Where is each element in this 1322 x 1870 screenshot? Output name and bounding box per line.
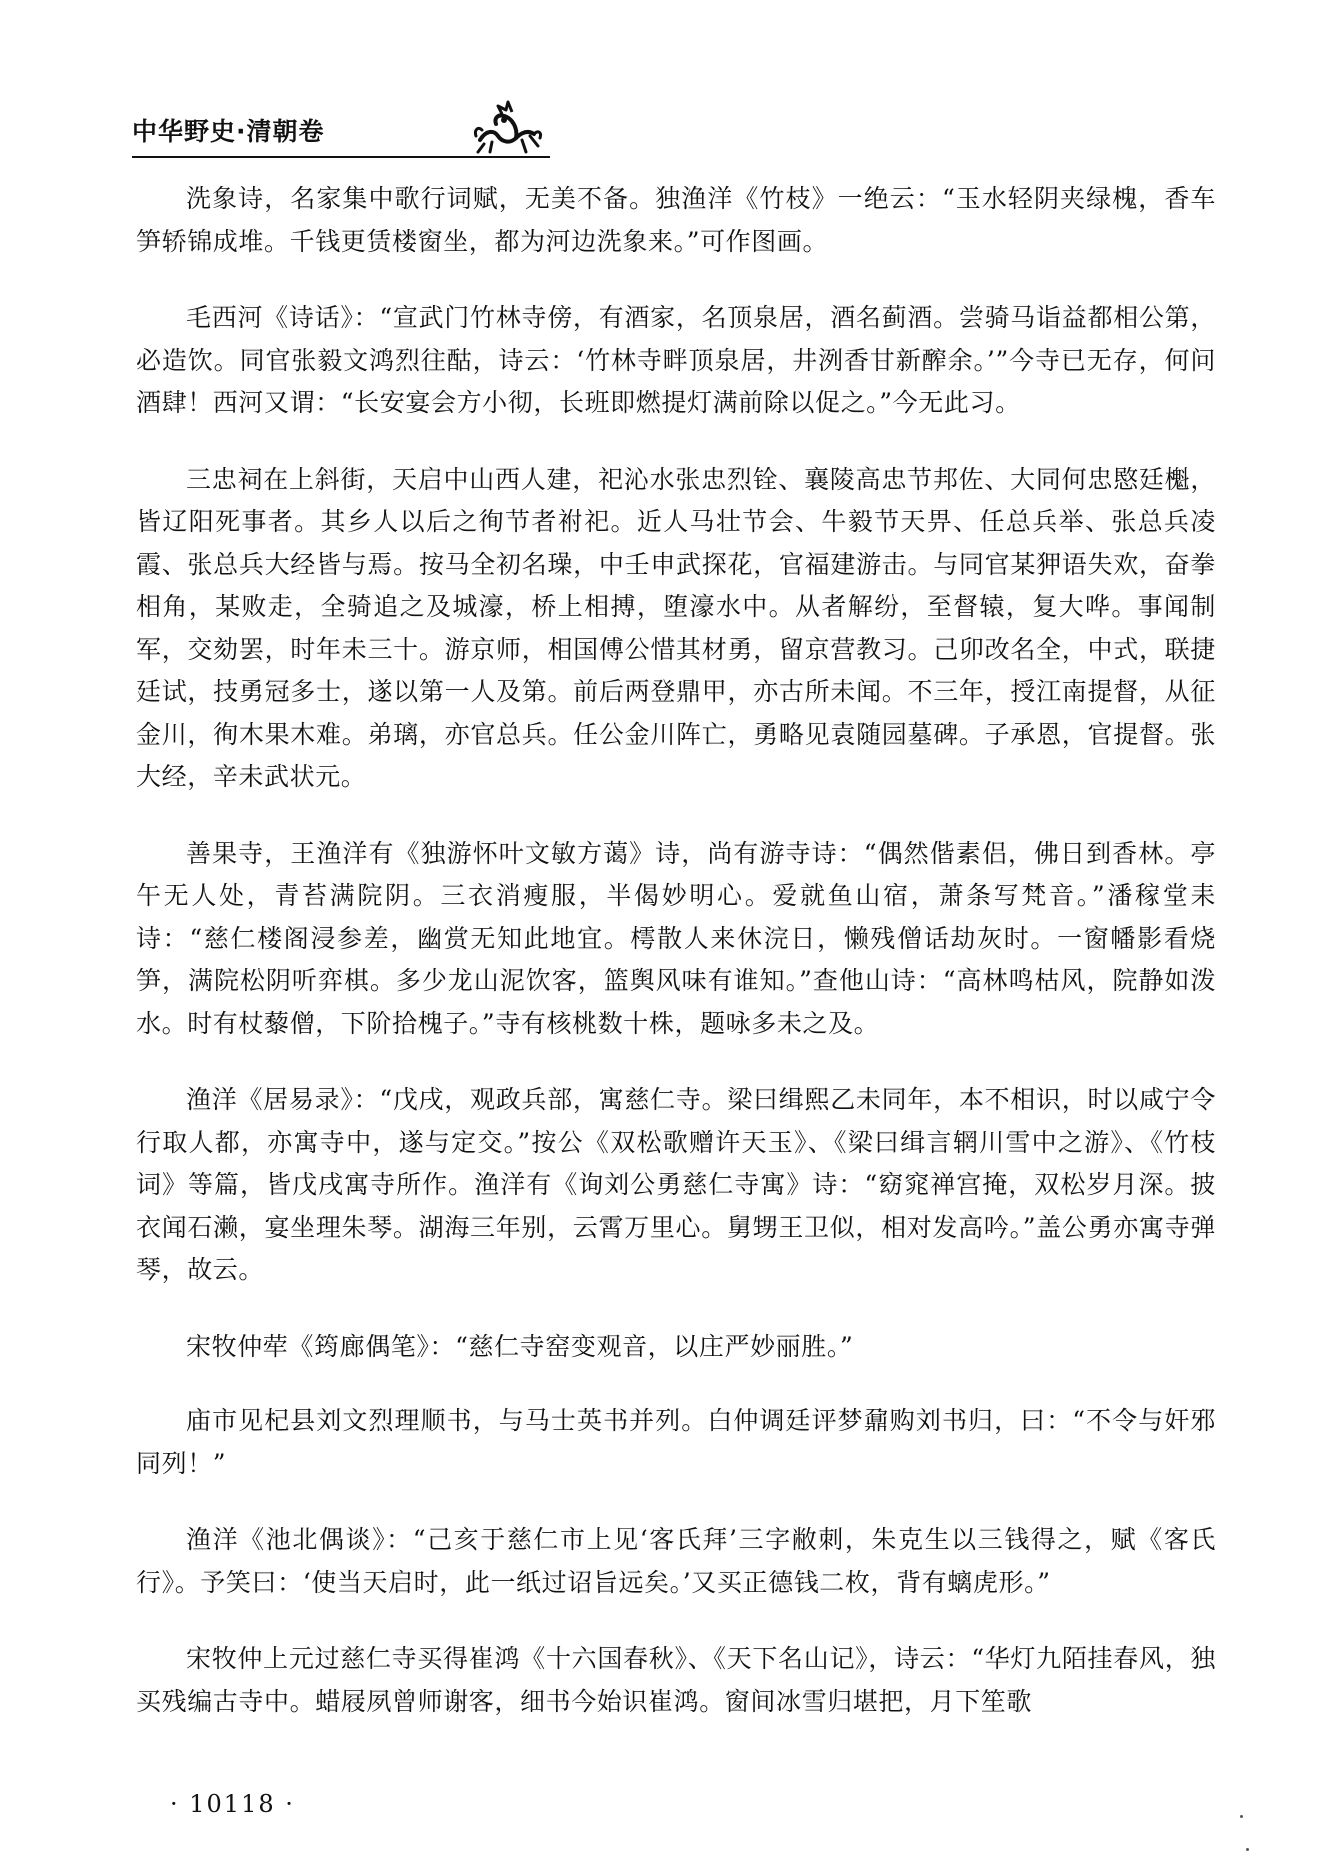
header-divider [132,156,550,158]
paragraph-juyi-lu: 渔洋《居易录》：“戊戌，观政兵部，寓慈仁寺。梁曰缉熙乙未同年，本不相识，时以咸宁令行取人都，亦寓寺中，遂与定交。”按公《双松歌赠许天玉》、《梁曰缉言辋川雪中之游》、《竹枝词》等篇，皆戊戌寓寺所作。渔洋有《询刘公勇慈仁寺寓》诗：“窈窕禅宫掩，双松岁月深。披衣闻石濑，宴坐理朱琴。湖海三年别，云霄万里心。舅甥王卫似，相对发高吟。”盖公勇亦寓寺弹琴，故云。 [136,1085,1216,1284]
dragon-ornament-icon [472,100,544,156]
scan-speck [1246,1848,1249,1851]
paragraph-zhulin-temple-wine: 毛西河《诗话》：“宣武门竹林寺傍，有酒家，名顶泉居，酒名蓟酒。尝骑马诣益都相公第，必造饮。同官张毅文鸿烈往酤，诗云：‘竹林寺畔顶泉居，井洌香甘新醡余。’”今寺已无存，何问酒肆！西河又谓：“长安宴会方小彻，长班即燃提灯满前除以促之。”今无此习。 [136,303,1216,417]
page-number: · 10118 · [170,1790,295,1818]
book-title: 中华野史·清朝卷 [132,117,325,146]
paragraph-sanzhong-shrine: 三忠祠在上斜街，天启中山西人建，祀沁水张忠烈铨、襄陵高忠节邦佐、大同何忠愍廷櫆，皆辽阳死事者。其乡人以后之徇节者祔祀。近人马壮节会、牛毅节天畀、任总兵举、张总兵凌霞、张总兵大经皆与焉。按马全初名璪，中壬申武探花，官福建游击。与同官某狎语失欢，奋拳相角，某败走，全骑追之及城濠，桥上相搏，堕濠水中。从者解纷，至督辕，复大哗。事闻制军，交劾罢，时年未三十。游京师，相国傅公惜其材勇，留京营教习。己卯改名全，中式，联捷廷试，技勇冠多士，遂以第一人及第。前后两登鼎甲，亦古所未闻。不三年，授江南提督，从征金川，徇木果木难。弟璃，亦官总兵。任公金川阵亡，勇略见袁随园墓碑。子承恩，官提督。张大经，辛未武状元。 [136,464,1216,791]
paragraph-temple-market: 庙市见杞县刘文烈理顺书，与马士英书并列。白仲调廷评梦鼐购刘书归，曰：“不令与奸邪同列！” [136,1406,1216,1478]
running-header [132,100,550,160]
paragraph-chibei-outan: 渔洋《池北偶谈》：“己亥于慈仁市上见‘客氏拜’三字敝刺，朱克生以三钱得之，赋《客氏行》。予笑曰：‘使当天启时，此一纸过诏旨远矣。’又买正德钱二枚，背有螭虎形。” [136,1525,1216,1597]
paragraph-yunlang-oubi: 宋牧仲荦《筠廊偶笔》：“慈仁寺窑变观音，以庄严妙丽胜。” [186,1331,854,1361]
paragraph-washing-elephants: 洗象诗，名家集中歌行词赋，无美不备。独渔洋《竹枝》一绝云：“玉水轻阴夹绿槐，香车笋轿锦成堆。千钱更赁楼窗坐，都为河边洗象来。”可作图画。 [136,184,1216,256]
paragraph-song-muzhong: 宋牧仲上元过慈仁寺买得崔鸿《十六国春秋》、《天下名山记》，诗云：“华灯九陌挂春风，独买残编古寺中。蜡屐夙曾师谢客，细书今始识崔鸿。窗间冰雪归堪把，月下笙歌 [136,1644,1216,1716]
page-body [136,178,1216,1757]
scan-speck [1240,1815,1243,1818]
paragraph-shanguo-temple: 善果寺，王渔洋有《独游怀叶文敏方蔼》诗，尚有游寺诗：“偶然偕素侣，佛日到香林。亭午无人处，青苔满院阴。三衣消瘦服，半偈妙明心。爱就鱼山宿，萧条写梵音。”潘稼堂耒诗：“慈仁楼阁浸参差，幽赏无知此地宜。樗散人来休浣日，懒残僧话劫灰时。一窗幡影看烧笋，满院松阴听弈棋。多少龙山泥饮客，篮舆风味有谁知。”查他山诗：“高林鸣枯风，院静如泼水。时有杖藜僧，下阶拾槐子。”寺有核桃数十株，题咏多未之及。 [136,838,1216,1038]
